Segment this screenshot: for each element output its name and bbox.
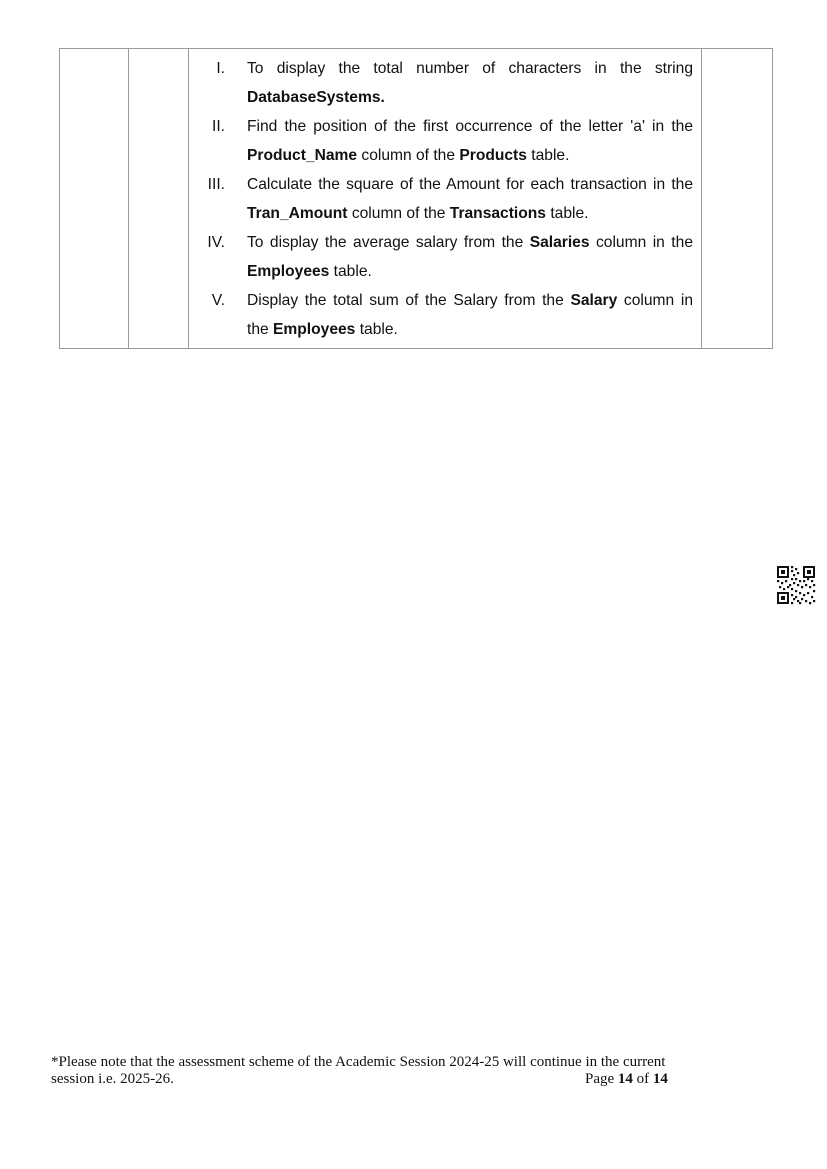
item-text-part: Find the position of the first occurrence of the letter 'a' in the <box>247 118 693 135</box>
item-numeral: III. <box>207 176 225 193</box>
item-text-part: Display the total sum of the Salary from the <box>247 292 571 309</box>
item-text-bold: Products <box>459 147 527 164</box>
item-text-part: column in the <box>247 292 693 338</box>
item-text <box>247 286 693 344</box>
item-text-bold: Employees <box>247 263 330 280</box>
list-item <box>189 286 701 344</box>
qr-code-icon <box>776 565 816 605</box>
item-text-bold: Tran_Amount <box>247 205 348 222</box>
marks-cell <box>702 49 773 349</box>
item-numeral: IV. <box>207 234 225 251</box>
list-item <box>189 112 701 170</box>
footer-note-line1: *Please note that the assessment scheme of the Academic Session 2024-25 will continue in the current <box>51 1054 666 1070</box>
item-text-bold: Salaries <box>529 234 590 251</box>
item-text-part: table. <box>526 147 570 164</box>
item-text-part: To display the total number of characters in the string <box>247 60 693 77</box>
page-number: Page 14 of 14 <box>585 1071 668 1087</box>
item-numeral: V. <box>211 292 225 309</box>
item-text-bold: Salary <box>570 292 618 309</box>
item-numeral: I. <box>216 60 225 77</box>
footer-note <box>51 1054 741 1088</box>
item-text-part: To display the average salary from the <box>247 234 530 251</box>
item-text-part: table. <box>355 321 398 338</box>
item-text-part: column of the <box>357 147 460 164</box>
item-text-part: column of the <box>347 205 450 222</box>
question-number-cell <box>60 49 129 349</box>
sub-question-cell <box>129 49 189 349</box>
item-text-part: table. <box>329 263 372 280</box>
item-text <box>247 112 693 170</box>
item-text <box>247 170 693 228</box>
item-text-bold: DatabaseSystems. <box>247 89 385 106</box>
item-text <box>247 54 693 112</box>
list-item <box>189 170 701 228</box>
table-row <box>60 49 773 349</box>
item-text-part: column in the <box>589 234 693 251</box>
item-text <box>247 228 693 286</box>
item-text-bold: Transactions <box>449 205 546 222</box>
question-list <box>189 49 701 344</box>
list-item <box>189 228 701 286</box>
list-item <box>189 54 701 112</box>
question-table <box>59 48 773 349</box>
item-text-bold: Employees <box>273 321 356 338</box>
footer-note-line2: session i.e. 2025-26. <box>51 1071 174 1087</box>
item-text-part: table. <box>545 205 589 222</box>
item-text-bold: Product_Name <box>247 147 358 164</box>
question-content-cell <box>189 49 702 349</box>
item-numeral: II. <box>212 118 225 135</box>
item-text-part: Calculate the square of the Amount for each transaction in the <box>247 176 693 193</box>
